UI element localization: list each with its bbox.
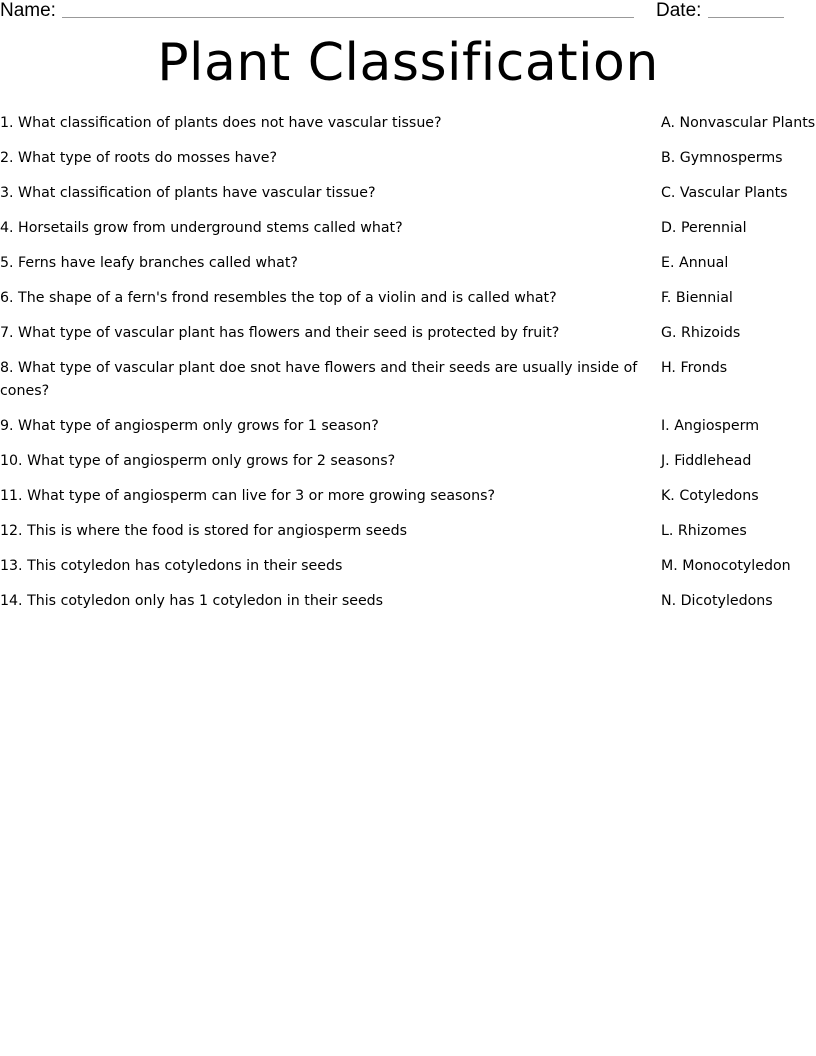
header [0,0,816,24]
question-row [0,287,816,310]
question-row [0,322,816,345]
question-row [0,112,816,135]
question-text: 12. This is where the food is stored for angiosperm seeds [0,523,408,539]
question-text: 1. What classification of plants does not have vascular tissue? [0,115,442,131]
answer-option: H. Fronds [661,360,728,376]
question-text: 11. What type of angiosperm can live for 3 or more growing seasons? [0,488,496,504]
question-row [0,415,816,438]
answer-option: J. Fiddlehead [661,453,752,469]
question-row [0,182,816,205]
question-row [0,555,816,578]
answer-option: C. Vascular Plants [661,185,788,201]
question-text: 4. Horsetails grow from underground stems called what? [0,220,403,236]
question-row [0,357,816,403]
question-row [0,520,816,543]
answer-option: I. Angiosperm [661,418,760,434]
answer-option: E. Annual [661,255,729,271]
question-row [0,485,816,508]
answer-option: K. Cotyledons [661,488,759,504]
matching-list [0,112,816,625]
question-text: 9. What type of angiosperm only grows for 1 season? [0,418,379,434]
question-text: 8. What type of vascular plant doe snot have flowers and their seeds are usually inside of cones? [0,360,638,399]
question-row [0,217,816,240]
answer-option: N. Dicotyledons [661,593,773,609]
question-text: 6. The shape of a fern's frond resembles the top of a violin and is called what? [0,290,557,306]
question-row [0,450,816,473]
answer-option: L. Rhizomes [661,523,747,539]
question-text: 14. This cotyledon only has 1 cotyledon in their seeds [0,593,384,609]
question-row [0,590,816,613]
date-label: Date: [656,0,702,21]
name-label: Name: [0,0,56,21]
answer-option: F. Biennial [661,290,733,306]
name-field[interactable] [62,17,634,18]
page-title: Plant Classification [157,33,659,93]
question-text: 2. What type of roots do mosses have? [0,150,278,166]
answer-option: B. Gymnosperms [661,150,783,166]
answer-option: D. Perennial [661,220,747,236]
question-text: 13. This cotyledon has cotyledons in their seeds [0,558,343,574]
answer-option: A. Nonvascular Plants [661,115,816,131]
question-row [0,147,816,170]
question-text: 3. What classification of plants have vascular tissue? [0,185,376,201]
question-row [0,252,816,275]
answer-option: G. Rhizoids [661,325,741,341]
date-field[interactable] [708,17,784,18]
answer-option: M. Monocotyledon [661,558,791,574]
question-text: 5. Ferns have leafy branches called what? [0,255,298,271]
question-text: 7. What type of vascular plant has flowers and their seed is protected by fruit? [0,325,560,341]
question-text: 10. What type of angiosperm only grows for 2 seasons? [0,453,396,469]
